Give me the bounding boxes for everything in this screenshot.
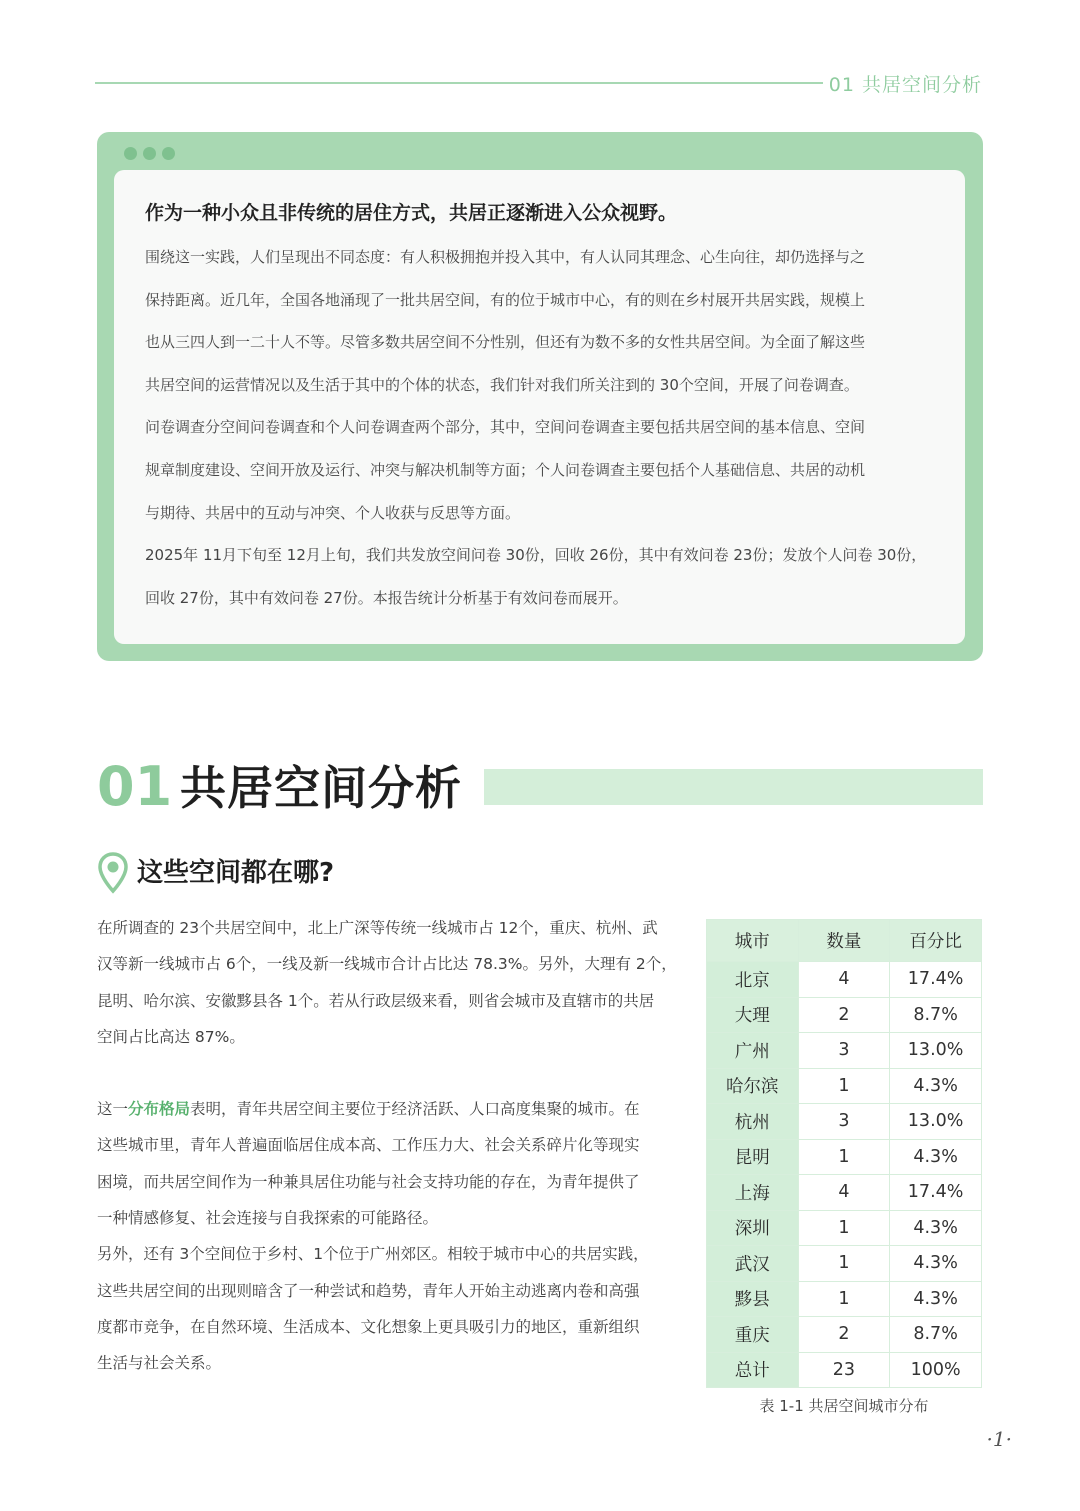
body-line: 困境，而共居空间作为一种兼具居住功能与社会支持功能的存在，为青年提供了 [97, 1172, 640, 1191]
intro-line: 保持距离。近几年，全国各地涌现了一批共居空间，有的位于城市中心，有的则在乡村展开共居实践，规模上 [145, 290, 866, 309]
intro-content [114, 170, 965, 644]
body-line: 汉等新一线城市占 6个，一线及新一线城市合计占比达 78.3%。另外，大理有 2个， [97, 955, 677, 974]
intro-card [97, 132, 983, 661]
body-text-prefix: 这一 [97, 1100, 129, 1119]
city-cell: 武汉 [707, 1246, 799, 1282]
city-cell: 广州 [707, 1033, 799, 1069]
intro-line: 共居空间的运营情况以及生活于其中的个体的状态，我们针对我们所关注到的 30个空间，开展了问卷调查。 [145, 375, 859, 394]
table-row [707, 1210, 982, 1246]
count-cell: 1 [798, 1210, 890, 1246]
count-cell: 2 [798, 1317, 890, 1353]
city-cell: 昆明 [707, 1139, 799, 1175]
body-line: 一种情感修复、社会连接与自我探索的可能路径。 [97, 1209, 439, 1228]
percent-cell: 4.3% [890, 1281, 982, 1317]
body-line [97, 1091, 687, 1127]
percent-cell: 17.4% [890, 962, 982, 998]
percent-cell: 4.3% [890, 1246, 982, 1282]
table-row [707, 1068, 982, 1104]
window-dots [124, 145, 181, 159]
body-line: 度都市竞争，在自然环境、生活成本、文化想象上更具吸引力的地区，重新组织 [97, 1317, 640, 1336]
count-cell: 2 [798, 997, 890, 1033]
subsection-title: 这些空间都在哪? [137, 858, 335, 888]
city-cell: 深圳 [707, 1210, 799, 1246]
count-cell: 23 [798, 1352, 890, 1388]
table-header-count: 数量 [798, 920, 890, 962]
intro-line: 回收 27份，其中有效问卷 27份。本报告统计分析基于有效问卷而展开。 [145, 588, 628, 607]
table-row [707, 1246, 982, 1282]
count-cell: 1 [798, 1068, 890, 1104]
count-cell: 4 [798, 962, 890, 998]
body-line: 生活与社会关系。 [97, 1354, 222, 1373]
page-number: ·1· [986, 1427, 1012, 1451]
table-header-row [707, 920, 982, 962]
table-row [707, 997, 982, 1033]
intro-line: 问卷调查分空间问卷调查和个人问卷调查两个部分，其中，空间问卷调查主要包括共居空间的基本信息、空间 [145, 418, 866, 437]
city-cell: 黟县 [707, 1281, 799, 1317]
table-row [707, 962, 982, 998]
count-cell: 1 [798, 1281, 890, 1317]
table-header-percent: 百分比 [890, 920, 982, 962]
count-cell: 1 [798, 1139, 890, 1175]
section-number: 01 [97, 755, 173, 818]
highlight-term: 分布格局 [128, 1100, 191, 1119]
percent-cell: 13.0% [890, 1033, 982, 1069]
percent-cell: 17.4% [890, 1175, 982, 1211]
count-cell: 3 [798, 1033, 890, 1069]
intro-title: 作为一种小众且非传统的居住方式，共居正逐渐进入公众视野。 [145, 202, 678, 224]
city-cell: 上海 [707, 1175, 799, 1211]
table-row [707, 1104, 982, 1140]
body-line: 另外，还有 3个空间位于乡村、1个位于广州郊区。相较于城市中心的共居实践， [97, 1245, 649, 1264]
intro-line: 也从三四人到一二十人不等。尽管多数共居空间不分性别，但还有为数不多的女性共居空间。为全面了解这些 [145, 333, 866, 352]
section-title: 共居空间分析 [180, 761, 462, 815]
intro-line: 与期待、共居中的互动与冲突、个人收获与反思等方面。 [145, 503, 521, 522]
city-cell: 大理 [707, 997, 799, 1033]
table-row [707, 1175, 982, 1211]
count-cell: 4 [798, 1175, 890, 1211]
percent-cell: 8.7% [890, 1317, 982, 1353]
percent-cell: 13.0% [890, 1104, 982, 1140]
running-header [95, 70, 982, 96]
percent-cell: 4.3% [890, 1139, 982, 1175]
percent-cell: 8.7% [890, 997, 982, 1033]
body-line: 昆明、哈尔滨、安徽黟县各 1个。若从行政层级来看，则省会城市及直辖市的共居 [97, 991, 655, 1010]
percent-cell: 4.3% [890, 1068, 982, 1104]
map-pin-icon [97, 852, 129, 894]
dot-icon [124, 147, 137, 160]
table-row [707, 1033, 982, 1069]
table-caption: 表 1-1 共居空间城市分布 [759, 1397, 929, 1415]
percent-cell: 100% [890, 1352, 982, 1388]
city-cell: 北京 [707, 962, 799, 998]
intro-line: 围绕这一实践，人们呈现出不同态度：有人积极拥抱并投入其中，有人认同其理念、心生向往，却仍选择与之 [145, 248, 866, 266]
body-line: 这些共居空间的出现则暗含了一种尝试和趋势，青年人开始主动逃离内卷和高强 [97, 1281, 640, 1300]
body-line: 空间占比高达 87%。 [97, 1027, 245, 1046]
city-cell: 总计 [707, 1352, 799, 1388]
percent-cell: 4.3% [890, 1210, 982, 1246]
header-rule [95, 82, 823, 84]
section-heading [97, 756, 983, 822]
intro-line: 2025年 11月下旬至 12月上旬，我们共发放空间问卷 30份，回收 26份，其中有效问卷 23份；发放个人问卷 30份， [145, 546, 927, 565]
dot-icon [162, 147, 175, 160]
body-text-rest: 表明，青年共居空间主要位于经济活跃、人口高度集聚的城市。在 [190, 1100, 640, 1119]
body-line: 这些城市里，青年人普遍面临居住成本高、工作压力大、社会关系碎片化等现实 [97, 1136, 640, 1155]
section-title-bar [484, 769, 983, 805]
city-cell: 杭州 [707, 1104, 799, 1140]
body-text [97, 910, 687, 1382]
table-row [707, 1139, 982, 1175]
table-header-city: 城市 [707, 920, 799, 962]
dot-icon [143, 147, 156, 160]
city-cell: 哈尔滨 [707, 1068, 799, 1104]
body-line: 在所调查的 23个共居空间中，北上广深等传统一线城市占 12个，重庆、杭州、武 [97, 919, 658, 937]
table-total-row [707, 1352, 982, 1388]
table-row [707, 1317, 982, 1353]
intro-line: 规章制度建设、空间开放及运行、冲突与解决机制等方面；个人问卷调查主要包括个人基础信息、共居的动机 [145, 460, 866, 479]
city-distribution-table [706, 919, 982, 1388]
count-cell: 1 [798, 1246, 890, 1282]
count-cell: 3 [798, 1104, 890, 1140]
table-row [707, 1281, 982, 1317]
running-title: 01 共居空间分析 [828, 74, 982, 96]
city-cell: 重庆 [707, 1317, 799, 1353]
